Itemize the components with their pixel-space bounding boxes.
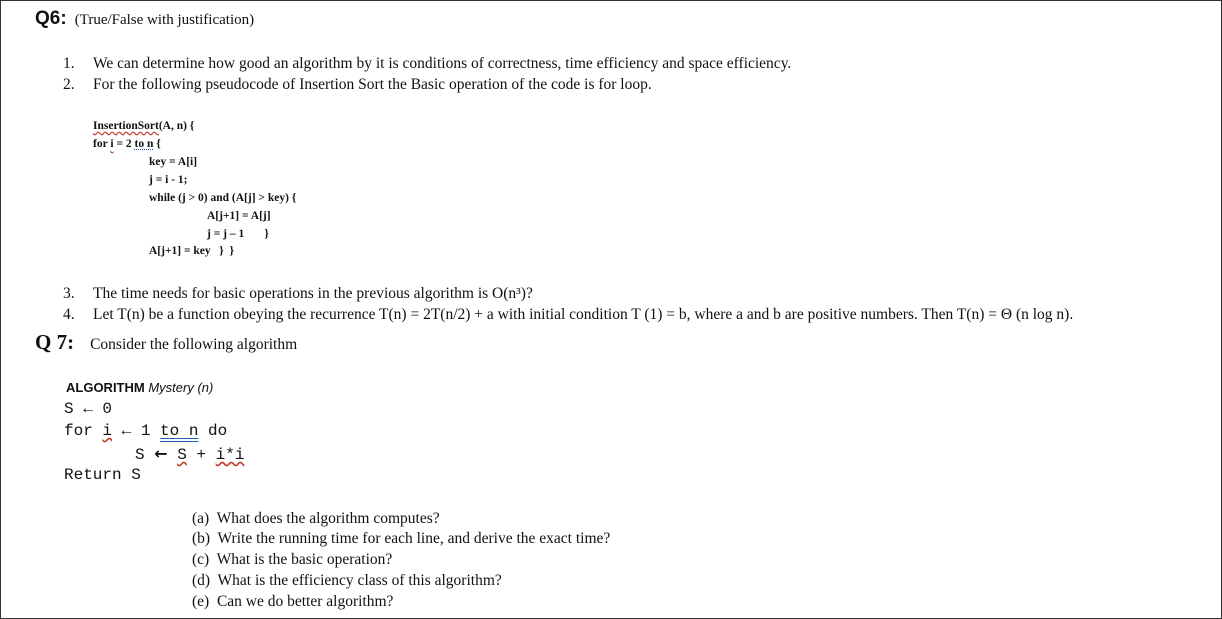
code-line-6: A[j+1] = A[j] [207, 210, 271, 222]
mystery-plus: + [186, 446, 216, 464]
q6-item-3 [63, 285, 533, 303]
code-for-keyword: for [93, 138, 111, 150]
code-loop-brace: { [153, 138, 161, 150]
q6-item-4-text: Let T(n) be a function obeying the recurrence T(n) = 2T(n/2) + a with initial condition T (1) = b, where a and b are positive numbers. Then T(n) = Θ (n log n). [93, 306, 1074, 323]
code-line-7: j = j – 1 } [207, 228, 269, 240]
q6-item-1 [63, 55, 791, 73]
q7-question-c: (c) What is the basic operation? [192, 551, 393, 568]
q6-item-3-number: 3. [63, 285, 75, 302]
mystery-loop-var: i [102, 422, 113, 440]
mystery-for-keyword: for [64, 422, 103, 440]
q6-item-3-text: The time needs for basic operations in the previous algorithm is O(n³)? [93, 285, 533, 302]
q7-question-e: (e) Can we do better algorithm? [192, 593, 394, 610]
q6-number: Q6: [35, 8, 67, 29]
code-line-1 [93, 120, 194, 132]
code-line-3: key = A[i] [149, 156, 198, 168]
algorithm-keyword: ALGORITHM [66, 380, 145, 395]
mystery-line-3 [135, 444, 244, 464]
mystery-do-keyword: do [198, 422, 228, 440]
q6-item-2 [63, 76, 652, 94]
q7-question-b: (b) Write the running time for each line, and derive the exact time? [192, 530, 611, 547]
mystery-loop-start: ← 1 [112, 422, 161, 440]
mystery-loop-range: to n [160, 422, 199, 440]
mystery-line-1: S ← 0 [64, 400, 113, 418]
mystery-line-2 [64, 422, 227, 440]
q7-question-d: (d) What is the efficiency class of this algorithm? [192, 572, 502, 589]
q6-item-2-text: For the following pseudocode of Insertion Sort the Basic operation of the code is for loop. [93, 76, 652, 93]
q7-question-a: (a) What does the algorithm computes? [192, 510, 440, 527]
mystery-assign-target: S [135, 446, 155, 464]
q6-heading [35, 8, 254, 30]
code-loop-range: to n [134, 138, 154, 150]
assign-arrow-icon: ← [154, 444, 168, 463]
code-line-4: j = i - 1; [149, 174, 188, 186]
code-function-params: (A, n) { [158, 120, 195, 132]
mystery-product: i*i [215, 446, 245, 464]
q6-subtitle: (True/False with justification) [74, 12, 255, 28]
q7-subtitle: Consider the following algorithm [90, 336, 298, 353]
q7-heading [35, 330, 297, 355]
q6-item-1-number: 1. [63, 55, 75, 72]
algorithm-title [66, 380, 213, 395]
q6-item-4 [63, 306, 1073, 324]
q6-item-4-number: 4. [63, 306, 75, 323]
code-loop-var: i [110, 138, 114, 150]
code-line-5: while (j > 0) and (A[j] > key) { [149, 192, 297, 204]
mystery-line-4: Return S [64, 466, 141, 484]
code-line-8: A[j+1] = key } } [149, 245, 235, 257]
q7-number: Q 7: [35, 330, 75, 354]
q6-item-1-text: We can determine how good an algorithm by it is conditions of correctness, time efficiency and space efficiency. [93, 55, 792, 72]
code-function-name: InsertionSort [93, 120, 159, 132]
mystery-sum-var: S [177, 446, 187, 464]
q6-item-2-number: 2. [63, 76, 75, 93]
mystery-space [168, 446, 178, 464]
algorithm-name: Mystery (n) [148, 380, 214, 395]
code-line-2 [93, 138, 161, 150]
code-loop-start: = 2 [113, 138, 135, 150]
